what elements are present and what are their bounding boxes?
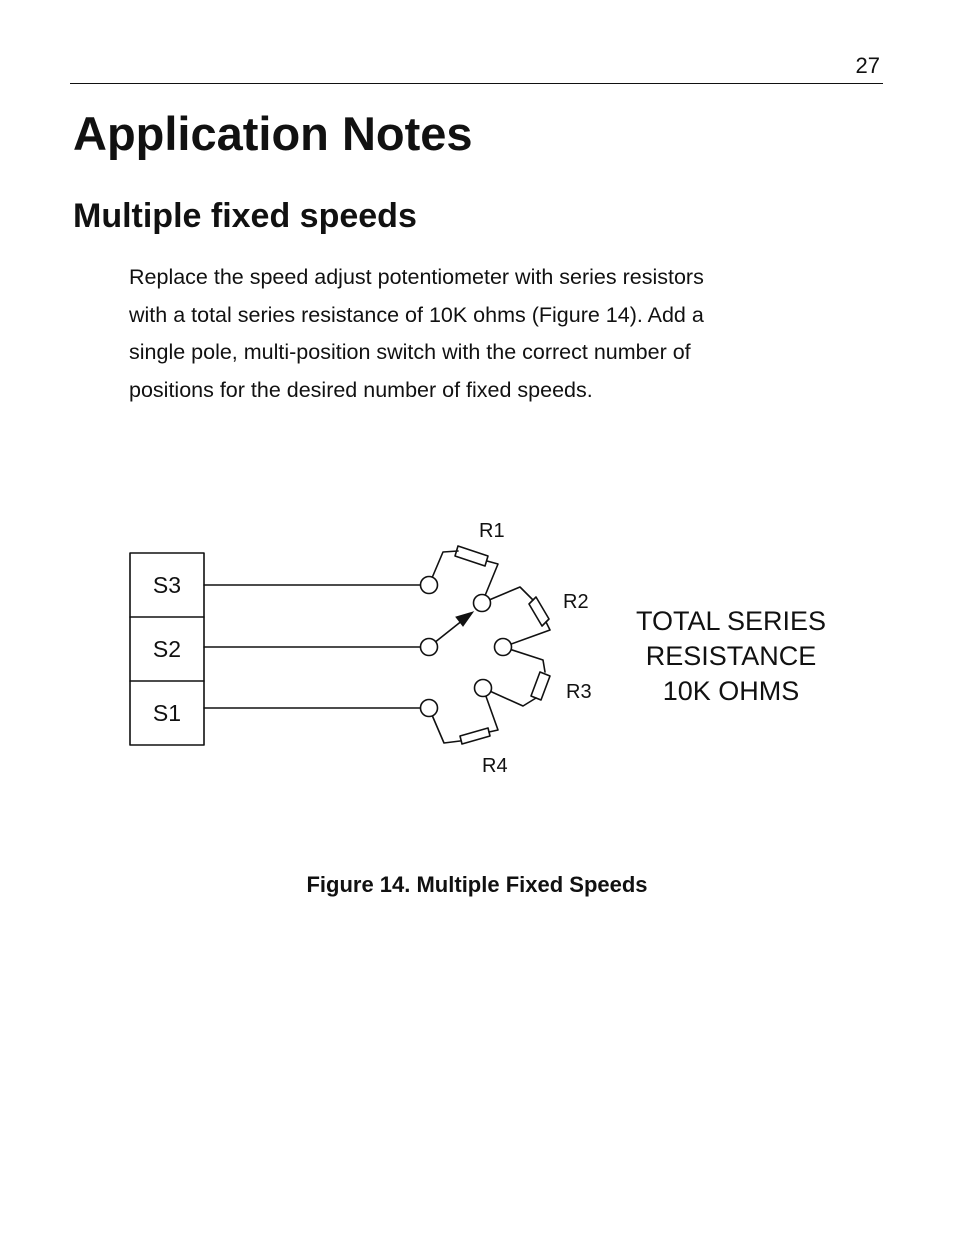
note-line-2: RESISTANCE (645, 641, 817, 671)
resistor-label-r4: R4 (482, 755, 508, 777)
contact-r1-r2 (474, 595, 491, 612)
resistor-r1 (455, 546, 488, 566)
contact-r3-r4 (475, 680, 492, 697)
page-number: 27 (855, 53, 880, 78)
body-line-2: with a total series resistance of 10K ohms (Figure 14). Add a (129, 302, 704, 327)
section-heading: Multiple fixed speeds (73, 197, 417, 235)
contact-s2 (421, 639, 438, 656)
contact-r2-r3 (495, 639, 512, 656)
terminal-label-s3: S3 (152, 572, 182, 598)
terminal-label-s2: S2 (152, 636, 182, 662)
body-line-4: positions for the desired number of fixed speeds. (129, 377, 593, 402)
resistor-r4 (460, 728, 490, 744)
resistor-label-r1: R1 (479, 520, 505, 542)
resistor-label-r2: R2 (563, 591, 589, 613)
resistor-r3 (531, 672, 550, 700)
wiring-diagram-svg (100, 500, 880, 800)
body-line-3: single pole, multi-position switch with the correct number of (129, 340, 691, 364)
terminal-label-s1: S1 (152, 700, 182, 726)
header-rule (70, 83, 883, 84)
figure-caption: Figure 14. Multiple Fixed Speeds (306, 872, 648, 897)
note-line-1: TOTAL SERIES (635, 606, 827, 636)
body-line-1: Replace the speed adjust potentiometer with series resistors (129, 265, 704, 289)
contact-s1 (421, 700, 438, 717)
body-paragraph (129, 259, 829, 409)
wiring-diagram (100, 500, 880, 800)
contact-s3 (421, 577, 438, 594)
page-title: Application Notes (73, 107, 473, 160)
note-line-3: 10K OHMS (662, 676, 800, 706)
resistor-label-r3: R3 (566, 681, 592, 703)
